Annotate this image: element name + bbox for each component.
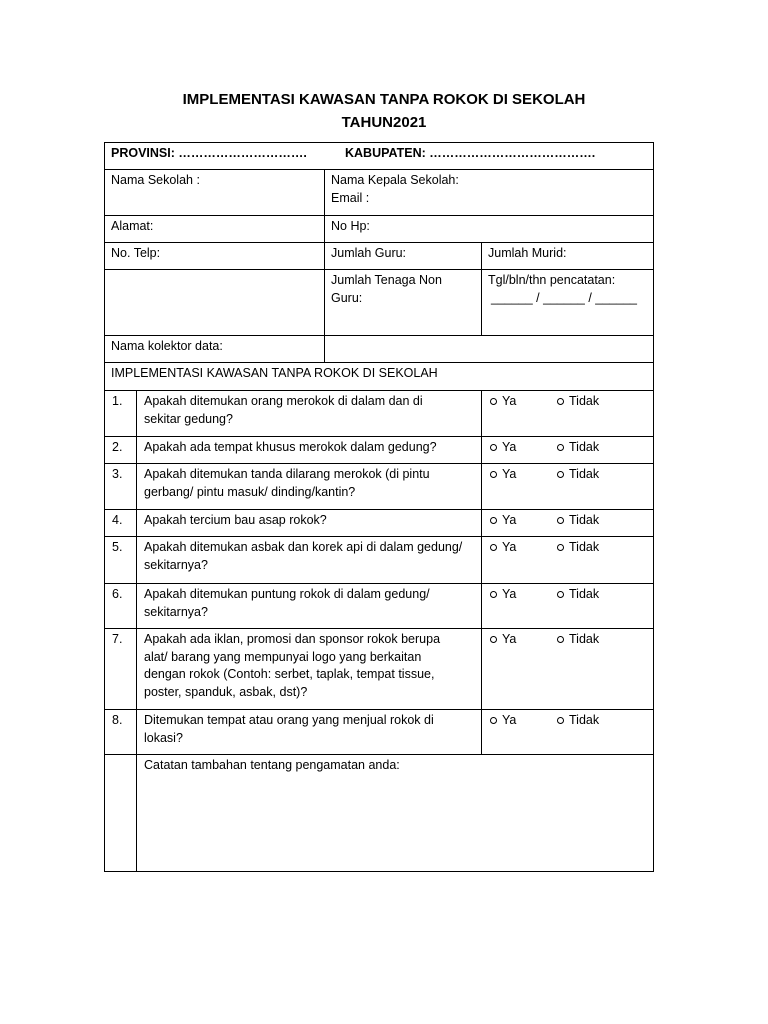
tenaga-non-guru-cell xyxy=(324,269,482,336)
question-text xyxy=(136,709,482,755)
option-ya-label: Ya xyxy=(502,440,517,454)
empty-cell xyxy=(104,269,325,336)
option-tidak-label: Tidak xyxy=(569,467,600,481)
tenaga-non-guru-label-2: Guru: xyxy=(331,290,363,305)
question-number: 2. xyxy=(104,436,137,464)
question-text-line: Apakah ada iklan, promosi dan sponsor rokok berupa xyxy=(144,632,441,646)
question-text-line: sekitarnya? xyxy=(144,604,208,619)
question-text-line: lokasi? xyxy=(144,730,183,745)
option-ya[interactable] xyxy=(490,631,516,649)
question-text-line: poster, spanduk, asbak, dst)? xyxy=(144,684,308,699)
no-telp-cell xyxy=(104,242,325,270)
nama-sekolah-cell xyxy=(104,169,325,216)
radio-circle-icon[interactable] xyxy=(490,471,497,478)
option-ya-label: Ya xyxy=(502,540,517,554)
jumlah-guru-label: Jumlah Guru: xyxy=(331,246,407,260)
question-text-line: Apakah ada tempat khusus merokok dalam gedung? xyxy=(144,440,437,454)
option-ya[interactable] xyxy=(490,393,516,411)
form-year: TAHUN2021 xyxy=(341,114,427,131)
option-tidak-label: Tidak xyxy=(569,440,600,454)
tanggal-label: Tgl/bln/thn pencatatan: xyxy=(488,273,616,287)
option-tidak-label: Tidak xyxy=(569,394,600,408)
provinsi-kabupaten-row xyxy=(104,142,654,170)
question-number: 3. xyxy=(104,463,137,510)
section-title: IMPLEMENTASI KAWASAN TANPA ROKOK DI SEKOLAH xyxy=(111,366,438,380)
option-tidak[interactable] xyxy=(557,631,599,649)
radio-circle-icon[interactable] xyxy=(490,591,497,598)
radio-circle-icon[interactable] xyxy=(557,398,564,405)
question-text-line: Apakah tercium bau asap rokok? xyxy=(144,513,327,527)
option-ya[interactable] xyxy=(490,586,516,604)
answer-options xyxy=(481,509,654,537)
answer-options xyxy=(481,709,654,755)
option-tidak[interactable] xyxy=(557,393,599,411)
radio-circle-icon[interactable] xyxy=(557,636,564,643)
question-text-line: Apakah ditemukan puntung rokok di dalam gedung/ xyxy=(144,587,430,601)
option-ya[interactable] xyxy=(490,439,516,457)
radio-circle-icon[interactable] xyxy=(490,517,497,524)
option-tidak[interactable] xyxy=(557,539,599,557)
tenaga-non-guru-label: Jumlah Tenaga Non xyxy=(331,273,442,287)
tanggal-cell xyxy=(481,269,654,336)
jumlah-guru-cell xyxy=(324,242,482,270)
nama-sekolah-label: Nama Sekolah : xyxy=(111,173,200,187)
radio-circle-icon[interactable] xyxy=(490,544,497,551)
question-text-line: gerbang/ pintu masuk/ dinding/kantin? xyxy=(144,484,356,499)
option-tidak[interactable] xyxy=(557,439,599,457)
question-text-line: Apakah ditemukan asbak dan korek api di dalam gedung/ xyxy=(144,540,463,554)
jumlah-murid-label: Jumlah Murid: xyxy=(488,246,567,260)
option-tidak[interactable] xyxy=(557,586,599,604)
option-ya[interactable] xyxy=(490,712,516,730)
option-tidak[interactable] xyxy=(557,466,599,484)
question-number: 6. xyxy=(104,583,137,629)
alamat-label: Alamat: xyxy=(111,219,154,233)
option-ya-label: Ya xyxy=(502,467,517,481)
option-ya[interactable] xyxy=(490,512,516,530)
question-text xyxy=(136,583,482,629)
option-tidak-label: Tidak xyxy=(569,632,600,646)
answer-options xyxy=(481,583,654,629)
kabupaten-field: KABUPATEN: …………………………………. xyxy=(345,146,596,160)
radio-circle-icon[interactable] xyxy=(557,544,564,551)
option-tidak[interactable] xyxy=(557,512,599,530)
radio-circle-icon[interactable] xyxy=(490,444,497,451)
question-text xyxy=(136,509,482,537)
answer-options xyxy=(481,390,654,437)
question-text-line: sekitar gedung? xyxy=(144,411,233,426)
option-ya[interactable] xyxy=(490,466,516,484)
option-tidak-label: Tidak xyxy=(569,713,600,727)
option-ya[interactable] xyxy=(490,539,516,557)
email-label: Email : xyxy=(331,190,370,205)
tanggal-blank: ______ / ______ / ______ xyxy=(491,290,637,305)
question-text xyxy=(136,436,482,464)
kepala-sekolah-cell xyxy=(324,169,654,216)
answer-options xyxy=(481,628,654,710)
question-number: 7. xyxy=(104,628,137,710)
question-number: 1. xyxy=(104,390,137,437)
radio-circle-icon[interactable] xyxy=(557,517,564,524)
no-hp-cell xyxy=(324,215,654,243)
option-ya-label: Ya xyxy=(502,713,517,727)
question-text-line: Ditemukan tempat atau orang yang menjual rokok di xyxy=(144,713,434,727)
radio-circle-icon[interactable] xyxy=(557,444,564,451)
provinsi-field: PROVINSI: …………………………. xyxy=(111,146,307,160)
option-ya-label: Ya xyxy=(502,394,517,408)
option-tidak-label: Tidak xyxy=(569,587,600,601)
option-tidak-label: Tidak xyxy=(569,540,600,554)
radio-circle-icon[interactable] xyxy=(557,591,564,598)
question-text-line: alat/ barang yang mempunyai logo yang berkaitan xyxy=(144,649,422,664)
kolektor-value-cell xyxy=(324,335,654,363)
question-text-line: Apakah ditemukan tanda dilarang merokok (di pintu xyxy=(144,467,430,481)
kolektor-cell xyxy=(104,335,325,363)
notes-cell xyxy=(136,754,654,872)
option-ya-label: Ya xyxy=(502,513,517,527)
notes-label: Catatan tambahan tentang pengamatan anda: xyxy=(144,758,400,772)
question-number: 5. xyxy=(104,536,137,584)
no-telp-label: No. Telp: xyxy=(111,246,161,260)
question-number: 4. xyxy=(104,509,137,537)
section-heading xyxy=(104,362,654,391)
option-ya-label: Ya xyxy=(502,632,517,646)
notes-number-cell xyxy=(104,754,137,872)
radio-circle-icon[interactable] xyxy=(490,717,497,724)
question-text xyxy=(136,390,482,437)
question-text xyxy=(136,463,482,510)
radio-circle-icon[interactable] xyxy=(490,398,497,405)
option-tidak[interactable] xyxy=(557,712,599,730)
option-tidak-label: Tidak xyxy=(569,513,600,527)
answer-options xyxy=(481,536,654,584)
answer-options xyxy=(481,463,654,510)
nama-kepala-label: Nama Kepala Sekolah: xyxy=(331,173,459,187)
question-text-line: dengan rokok (Contoh: serbet, taplak, tempat tissue, xyxy=(144,667,435,681)
jumlah-murid-cell xyxy=(481,242,654,270)
kolektor-label: Nama kolektor data: xyxy=(111,339,223,353)
question-text xyxy=(136,536,482,584)
form-title: IMPLEMENTASI KAWASAN TANPA ROKOK DI SEKOLAH xyxy=(182,91,586,108)
question-text-line: Apakah ditemukan orang merokok di dalam dan di xyxy=(144,394,423,408)
alamat-cell xyxy=(104,215,325,243)
no-hp-label: No Hp: xyxy=(331,219,370,233)
question-text-line: sekitarnya? xyxy=(144,557,208,572)
option-ya-label: Ya xyxy=(502,587,517,601)
radio-circle-icon[interactable] xyxy=(557,471,564,478)
question-number: 8. xyxy=(104,709,137,755)
radio-circle-icon[interactable] xyxy=(557,717,564,724)
question-text xyxy=(136,628,482,710)
radio-circle-icon[interactable] xyxy=(490,636,497,643)
answer-options xyxy=(481,436,654,464)
